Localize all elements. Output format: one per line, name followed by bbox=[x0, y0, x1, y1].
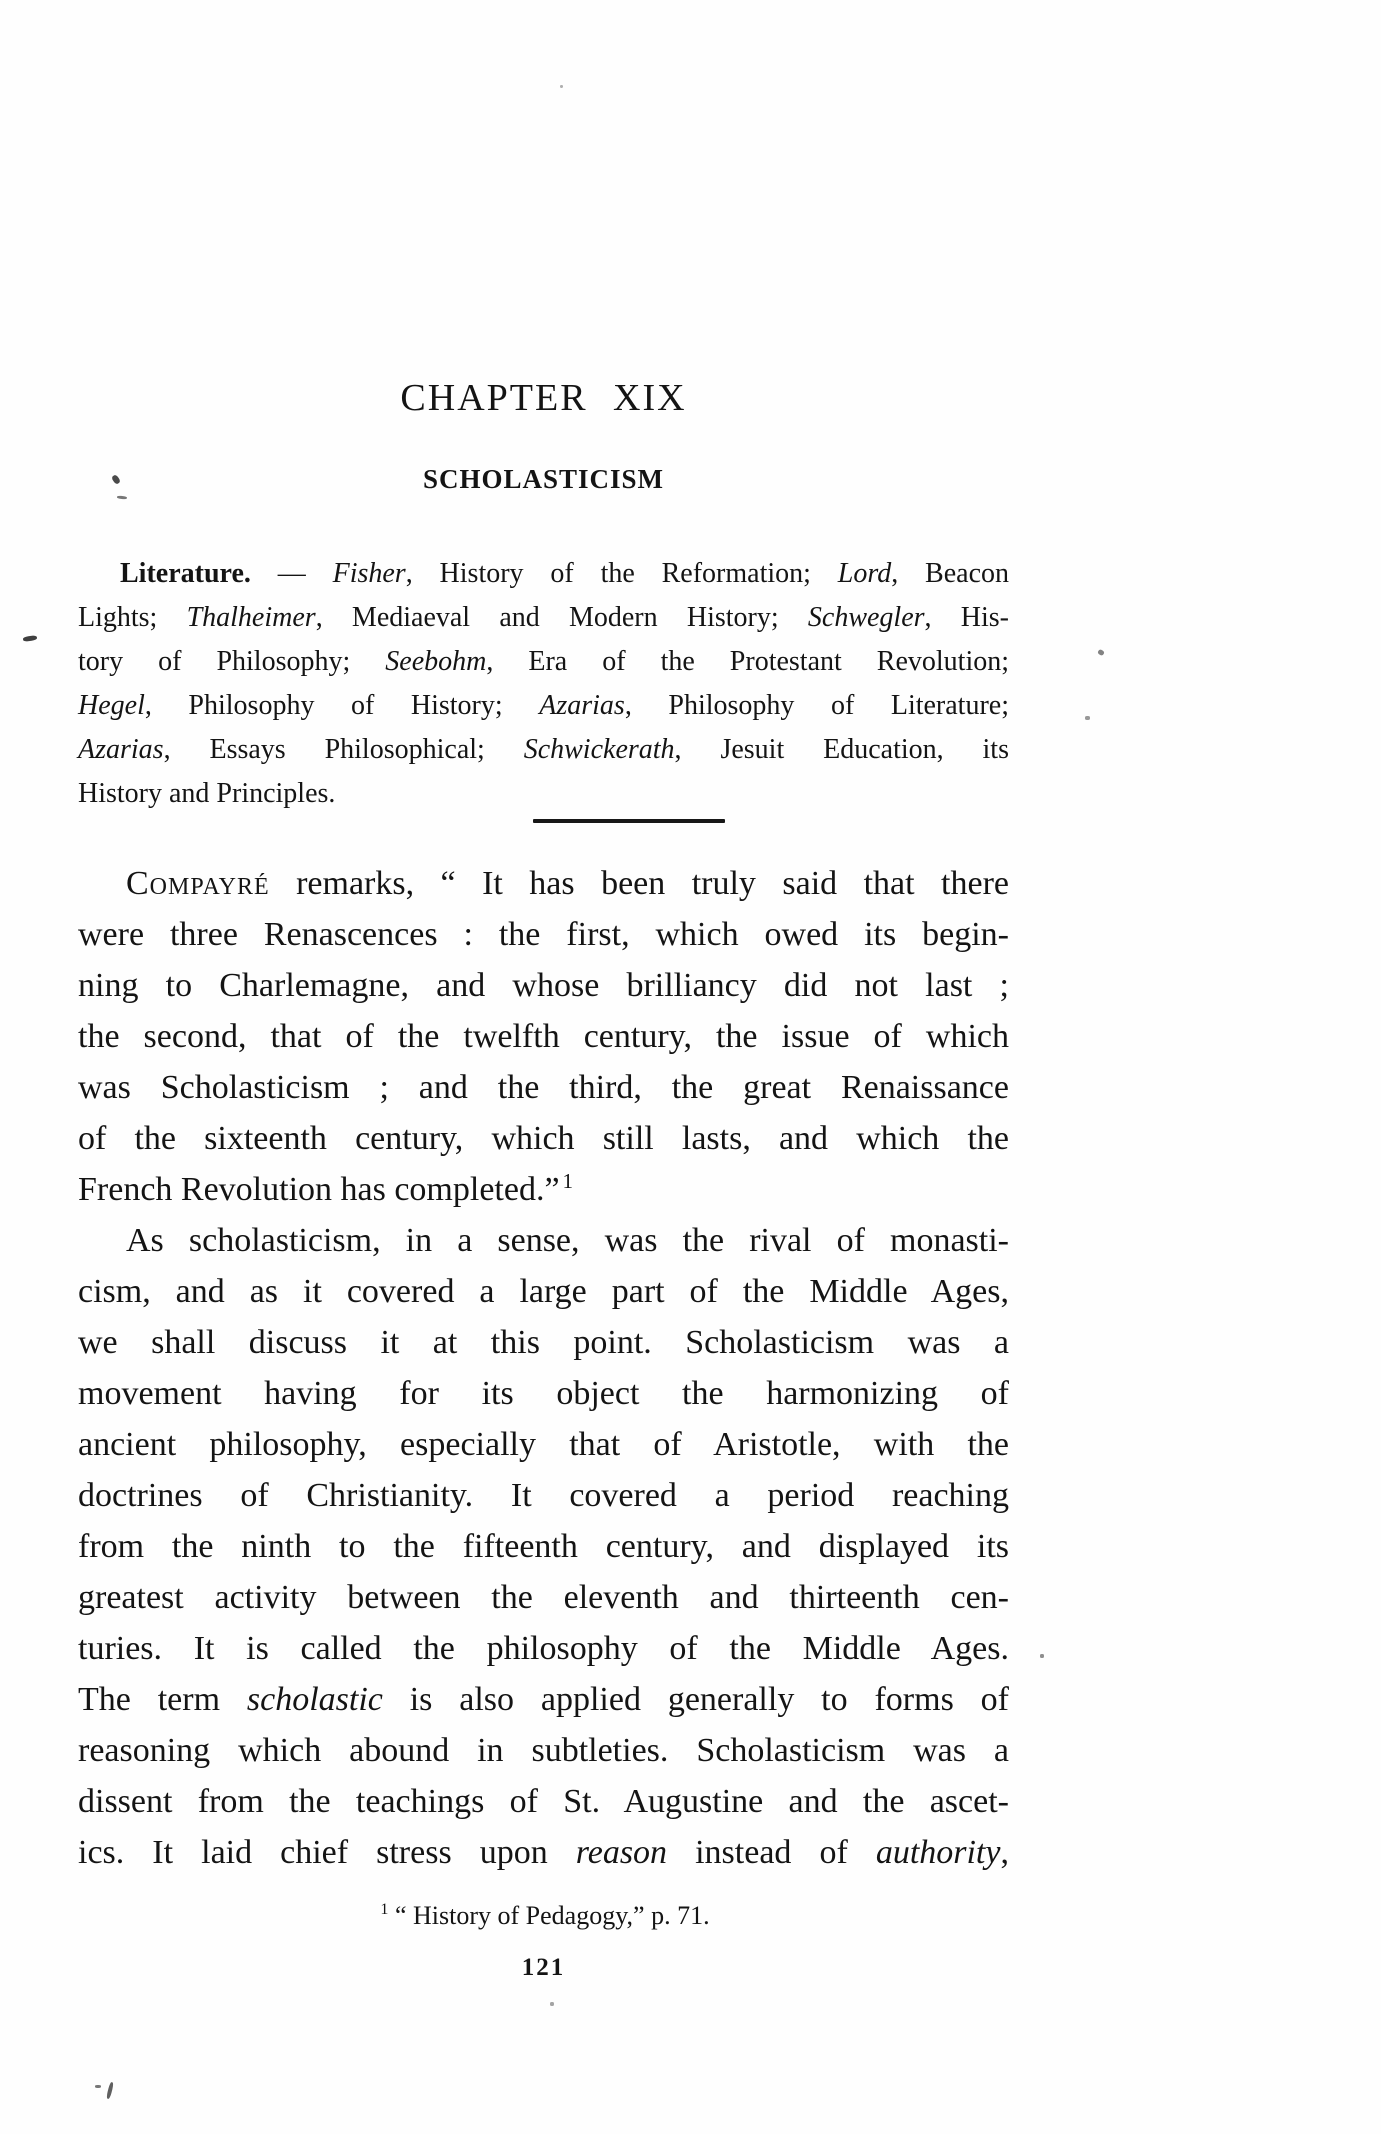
text-segment: , Era of the Protestant Revolution; bbox=[486, 646, 1010, 677]
text-segment: authority bbox=[875, 1834, 1001, 1871]
text-line bbox=[78, 1623, 1009, 1674]
text-line bbox=[78, 1419, 1009, 1470]
text-segment: Azarias bbox=[539, 690, 625, 721]
text-segment: Thalheimer bbox=[186, 602, 316, 633]
scan-speck bbox=[550, 2002, 554, 2006]
text-segment: , bbox=[1000, 1834, 1009, 1871]
scan-speck bbox=[23, 635, 38, 642]
section-title: SCHOLASTICISM bbox=[422, 464, 665, 494]
scan-speck bbox=[1097, 649, 1105, 656]
text-segment: Literature. bbox=[120, 558, 251, 589]
scan-speck bbox=[95, 2085, 101, 2088]
text-line bbox=[78, 1521, 1009, 1572]
text-line bbox=[78, 1572, 1009, 1623]
page-number: 121 bbox=[521, 1954, 566, 1981]
text-line bbox=[78, 1470, 1009, 1521]
chapter-title: CHAPTER XIX bbox=[400, 377, 687, 419]
text-segment: “ History of Pedagogy,” p. 71. bbox=[388, 1901, 710, 1930]
text-segment: were three Renascences : the first, which owed its begin- bbox=[78, 916, 1009, 953]
text-line bbox=[78, 772, 1009, 816]
text-segment: Seebohm bbox=[385, 646, 487, 677]
text-segment: , Philosophy of History; bbox=[144, 690, 540, 721]
text-line bbox=[78, 960, 1009, 1011]
text-line bbox=[78, 1674, 1009, 1725]
scan-speck bbox=[106, 2082, 114, 2099]
text-segment: reasoning which abound in subtleties. Scholasticism was a bbox=[78, 1732, 1009, 1769]
text-line bbox=[78, 640, 1009, 684]
text-segment: turies. It is called the philosophy of the Middle Ages. bbox=[78, 1630, 1009, 1667]
text-segment: was Scholasticism ; and the third, the great Renaissance bbox=[78, 1069, 1009, 1106]
text-segment: French Revolution has completed.” bbox=[78, 1171, 560, 1208]
text-segment: , Beacon bbox=[891, 558, 1010, 589]
text-segment: the second, that of the twelfth century, the issue of which bbox=[78, 1018, 1009, 1055]
text-line bbox=[78, 1062, 1009, 1113]
text-line bbox=[78, 1317, 1009, 1368]
text-segment: Compayré bbox=[126, 865, 270, 902]
text-segment: Azarias bbox=[78, 734, 164, 765]
text-line bbox=[78, 1368, 1009, 1419]
scan-speck bbox=[117, 496, 127, 500]
text-segment: is also applied generally to forms of bbox=[382, 1681, 1009, 1718]
text-segment: , Essays Philosophical; bbox=[163, 734, 524, 765]
text-segment: , History of the Reformation; bbox=[405, 558, 838, 589]
text-segment: reason bbox=[575, 1834, 668, 1871]
text-segment: , Jesuit Education, its bbox=[674, 734, 1009, 765]
text-line bbox=[78, 596, 1009, 640]
text-segment: ics. It laid chief stress upon bbox=[78, 1834, 576, 1871]
text-segment: movement having for its object the harmonizing of bbox=[78, 1375, 1009, 1412]
text-segment: dissent from the teachings of St. Augustine and the ascet- bbox=[78, 1783, 1009, 1820]
text-segment: we shall discuss it at this point. Scholasticism was a bbox=[78, 1324, 1009, 1361]
footnote bbox=[78, 1901, 1009, 1931]
text-segment: History and Principles. bbox=[78, 778, 336, 809]
text-segment: As scholasticism, in a sense, was the rival of monasti- bbox=[126, 1222, 1009, 1259]
text-line bbox=[78, 1725, 1009, 1776]
paragraph bbox=[78, 1215, 1009, 1878]
text-line bbox=[78, 1266, 1009, 1317]
text-segment: , Mediaeval and Modern History; bbox=[315, 602, 808, 633]
text-segment: 1 bbox=[380, 1901, 389, 1919]
text-line bbox=[78, 1827, 1009, 1878]
text-segment: , Philosophy of Literature; bbox=[624, 690, 1009, 721]
literature-paragraph bbox=[78, 552, 1009, 816]
paragraph bbox=[78, 858, 1009, 1215]
text-segment: Lord bbox=[837, 558, 892, 589]
text-segment: scholastic bbox=[246, 1681, 383, 1718]
scan-speck bbox=[1085, 716, 1090, 720]
text-segment: ancient philosophy, especially that of Aristotle, with the bbox=[78, 1426, 1009, 1463]
text-line bbox=[78, 728, 1009, 772]
text-segment: tory of Philosophy; bbox=[78, 646, 386, 677]
text-segment: instead of bbox=[667, 1834, 876, 1871]
text-segment: — bbox=[250, 558, 333, 589]
separator-rule bbox=[533, 819, 725, 823]
text-segment: greatest activity between the eleventh and thirteenth cen- bbox=[78, 1579, 1009, 1616]
text-segment: , His- bbox=[924, 602, 1009, 633]
text-line bbox=[78, 1113, 1009, 1164]
scan-speck bbox=[560, 85, 563, 88]
text-segment: from the ninth to the fifteenth century, and displayed its bbox=[78, 1528, 1009, 1565]
text-segment: Schwickerath bbox=[523, 734, 675, 765]
text-segment: Lights; bbox=[78, 602, 187, 633]
text-segment: remarks, “ It has been truly said that there bbox=[269, 865, 1009, 902]
text-line bbox=[78, 1164, 1009, 1215]
text-segment: ning to Charlemagne, and whose brilliancy did not last ; bbox=[78, 967, 1009, 1004]
text-segment: 1 bbox=[562, 1168, 574, 1193]
scan-speck bbox=[1040, 1654, 1044, 1658]
body-text bbox=[78, 858, 1009, 1878]
text-line bbox=[78, 1215, 1009, 1266]
text-line bbox=[78, 1776, 1009, 1827]
text-segment: of the sixteenth century, which still lasts, and which the bbox=[78, 1120, 1009, 1157]
text-segment: Schwegler bbox=[807, 602, 925, 633]
text-segment: cism, and as it covered a large part of the Middle Ages, bbox=[78, 1273, 1009, 1310]
text-segment: doctrines of Christianity. It covered a period reaching bbox=[78, 1477, 1009, 1514]
text-segment: Hegel bbox=[78, 690, 145, 721]
text-line bbox=[78, 909, 1009, 960]
text-segment: The term bbox=[78, 1681, 247, 1718]
text-segment: Fisher bbox=[332, 558, 406, 589]
text-line bbox=[78, 552, 1009, 596]
text-line bbox=[78, 1011, 1009, 1062]
text-line bbox=[78, 858, 1009, 909]
text-line bbox=[78, 684, 1009, 728]
